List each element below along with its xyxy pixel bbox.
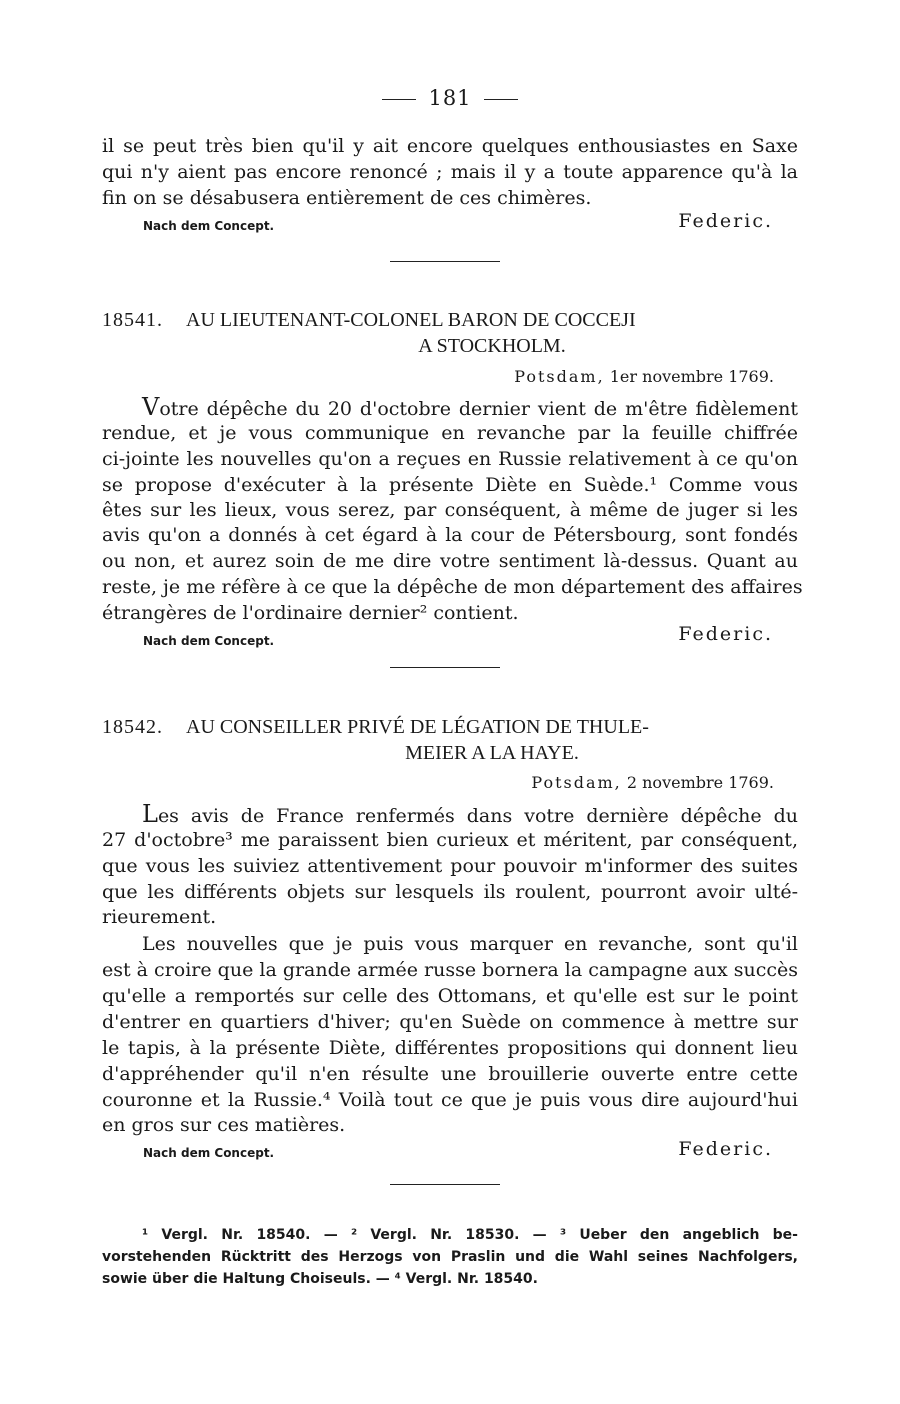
date-day: 1er novembre 1769. xyxy=(609,367,774,386)
footnote-line: sowie über die Haltung Choiseuls. — ⁴ Vergl. Nr. 18540. xyxy=(102,1271,538,1287)
body-line: est à croire que la grande armée russe bornera la campagne aux succès xyxy=(102,959,798,981)
letter-date xyxy=(531,773,774,792)
initial-letter: V xyxy=(142,393,160,421)
body-line: qui n'y aient pas encore renoncé ; mais il y a toute apparence qu'à la xyxy=(102,161,798,183)
date-day: 2 novembre 1769. xyxy=(626,773,774,792)
body-line: Les nouvelles que je puis vous marquer en revanche, sont qu'il xyxy=(142,933,798,955)
body-line: couronne et la Russie.⁴ Voilà tout ce que je puis vous dire aujourd'hui xyxy=(102,1089,798,1111)
page-number-dash-right xyxy=(484,99,518,100)
body-line: êtes sur les lieux, vous serez, par conséquent, à même de juger si les xyxy=(102,499,798,521)
signature: Federic. xyxy=(678,623,773,645)
letter-date xyxy=(514,367,774,386)
body-line: 27 d'octobre³ me paraissent bien curieux et méritent, par conséquent, xyxy=(102,829,798,851)
body-line: en gros sur ces matières. xyxy=(102,1114,346,1136)
body-line: que les différents objets sur lesquels ils roulent, pourront avoir ulté- xyxy=(102,881,798,903)
body-line: rieurement. xyxy=(102,906,217,928)
section-divider xyxy=(390,1184,500,1185)
source-note: Nach dem Concept. xyxy=(143,634,275,648)
signature: Federic. xyxy=(678,210,773,232)
body-line: étrangères de l'ordinaire dernier² contient. xyxy=(102,602,519,624)
letter-recipient: AU CONSEILLER PRIVÉ DE LÉGATION DE THULE- xyxy=(186,716,649,738)
body-line: Les avis de France renfermés dans votre dernière dépêche du xyxy=(142,800,798,828)
letter-number: 18541. xyxy=(102,309,163,331)
body-line: se propose d'exécuter à la présente Diète en Suède.¹ Comme vous xyxy=(102,474,798,496)
date-place: Potsdam, xyxy=(531,773,622,792)
page-number: 181 xyxy=(0,86,900,110)
signature: Federic. xyxy=(678,1138,773,1160)
body-line: il se peut très bien qu'il y ait encore quelques enthousiastes en Saxe xyxy=(102,135,798,157)
letter-heading xyxy=(102,714,798,740)
letter-heading xyxy=(102,307,798,333)
source-note: Nach dem Concept. xyxy=(143,219,275,233)
letter-recipient-line2: A STOCKHOLM. xyxy=(418,335,566,357)
body-line: d'entrer en quartiers d'hiver; qu'en Suède on commence à mettre sur xyxy=(102,1011,798,1033)
body-line: qu'elle a remportés sur celle des Ottomans, et qu'elle est sur le point xyxy=(102,985,798,1007)
date-place: Potsdam, xyxy=(514,367,605,386)
letter-number: 18542. xyxy=(102,716,163,738)
body-line: que vous les suiviez attentivement pour pouvoir m'informer des suites xyxy=(102,855,798,877)
body-line: rendue, et je vous communique en revanche par la feuille chiffrée xyxy=(102,422,798,444)
body-line: le tapis, à la présente Diète, différentes propositions qui donnent lieu xyxy=(102,1037,798,1059)
footnote-line: ¹ Vergl. Nr. 18540. — ² Vergl. Nr. 18530. — ³ Ueber den angeblich be- xyxy=(142,1227,798,1243)
letter-recipient: AU LIEUTENANT-COLONEL BARON DE COCCEJI xyxy=(186,309,636,331)
body-line: avis qu'on a donnés à cet égard à la cour de Pétersbourg, sont fondés xyxy=(102,524,798,546)
body-line: d'appréhender qu'il n'en résulte une brouillerie ouverte entre cette xyxy=(102,1063,798,1085)
body-line: ou non, et aurez soin de me dire votre sentiment là-dessus. Quant au xyxy=(102,550,798,572)
source-note: Nach dem Concept. xyxy=(143,1146,275,1160)
body-line: Votre dépêche du 20 d'octobre dernier vient de m'être fidèlement xyxy=(142,393,798,421)
section-divider xyxy=(390,261,500,262)
body-line: reste, je me réfère à ce que la dépêche de mon département des affaires xyxy=(102,576,803,598)
section-divider xyxy=(390,667,500,668)
body-line: ci-jointe les nouvelles qu'on a reçues en Russie relativement à ce qu'on xyxy=(102,448,798,470)
body-line: fin on se désabusera entièrement de ces chimères. xyxy=(102,187,592,209)
footnote-line: vorstehenden Rücktritt des Herzogs von Praslin und die Wahl seines Nachfolgers, xyxy=(102,1249,798,1265)
page-number-dash-left xyxy=(382,99,416,100)
letter-recipient-line2: MEIER A LA HAYE. xyxy=(405,742,579,764)
initial-letter: L xyxy=(142,800,158,828)
